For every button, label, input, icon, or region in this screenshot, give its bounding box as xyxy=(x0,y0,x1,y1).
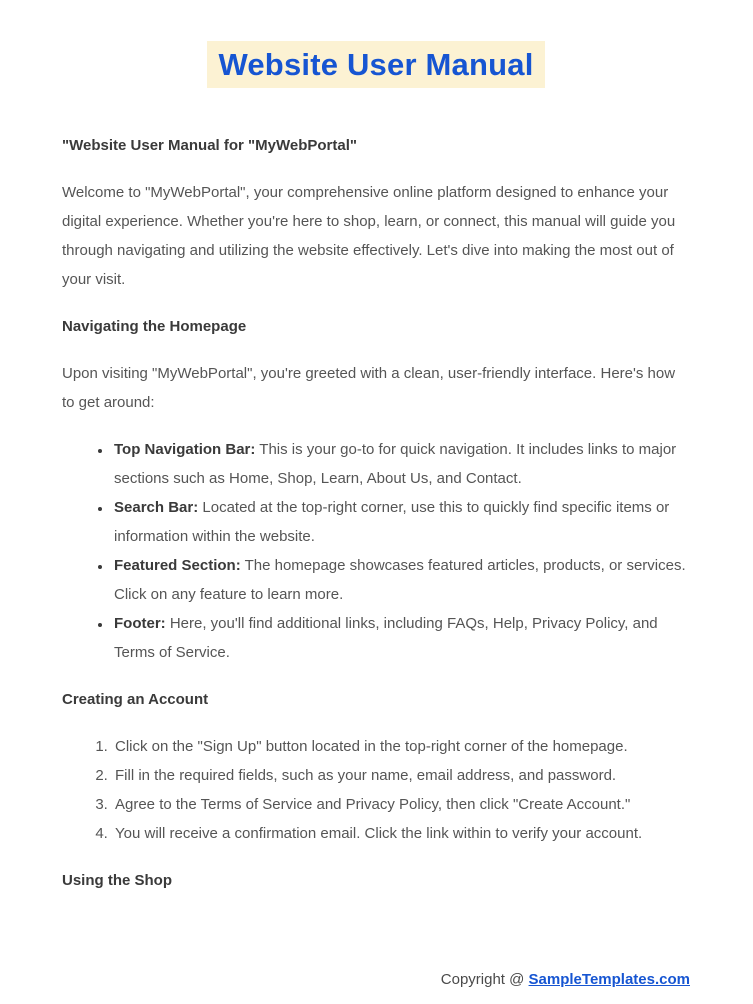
list-item xyxy=(112,609,690,667)
account-heading: Creating an Account xyxy=(62,691,209,708)
homepage-feature-list xyxy=(62,435,690,667)
shop-heading: Using the Shop xyxy=(62,872,172,889)
intro-paragraph: Welcome to "MyWebPortal", your comprehensive online platform designed to enhance your digital experience. Whether you're here to shop, learn, or connect, this manual will guide you through navigating and utilizing the website effectively. Let's dive into making the most out of your visit. xyxy=(62,184,676,288)
list-item xyxy=(112,435,690,493)
intro-heading: "Website User Manual for "MyWebPortal" xyxy=(62,137,358,154)
list-item-text: This is your go-to for quick navigation. It includes links to major sections such as Home, Shop, Learn, About Us, and Contact. xyxy=(114,441,677,487)
list-item xyxy=(112,551,690,609)
footer-copyright-link[interactable]: SampleTemplates.com xyxy=(528,971,690,988)
list-item: 1. Click on the "Sign Up" button located in the top-right corner of the homepage. xyxy=(112,732,690,761)
homepage-paragraph: Upon visiting "MyWebPortal", you're greeted with a clean, user-friendly interface. Here's how to get around: xyxy=(62,365,676,411)
list-item-text: The homepage showcases featured articles, products, or services. Click on any feature to learn more. xyxy=(114,557,686,603)
list-item xyxy=(112,493,690,551)
list-item-text: Here, you'll find additional links, including FAQs, Help, Privacy Policy, and Terms of Service. xyxy=(114,615,658,661)
list-item-label: Footer: xyxy=(114,615,166,632)
page-title: Website User Manual xyxy=(207,41,544,88)
footer-copyright-text: Copyright @ xyxy=(440,971,529,988)
account-steps-list xyxy=(62,732,690,848)
list-item-label: Featured Section: xyxy=(114,557,241,574)
homepage-heading: Navigating the Homepage xyxy=(62,318,247,335)
footer xyxy=(441,971,690,988)
list-item: 3. Agree to the Terms of Service and Privacy Policy, then click "Create Account." xyxy=(112,790,690,819)
list-item: 4. You will receive a confirmation email. Click the link within to verify your account. xyxy=(112,819,690,848)
list-item: 2. Fill in the required fields, such as your name, email address, and password. xyxy=(112,761,690,790)
list-item-label: Top Navigation Bar: xyxy=(114,441,256,458)
list-item-text: Located at the top-right corner, use this to quickly find specific items or information within the website. xyxy=(114,499,670,545)
list-item-label: Search Bar: xyxy=(114,499,199,516)
title-block xyxy=(62,41,690,88)
